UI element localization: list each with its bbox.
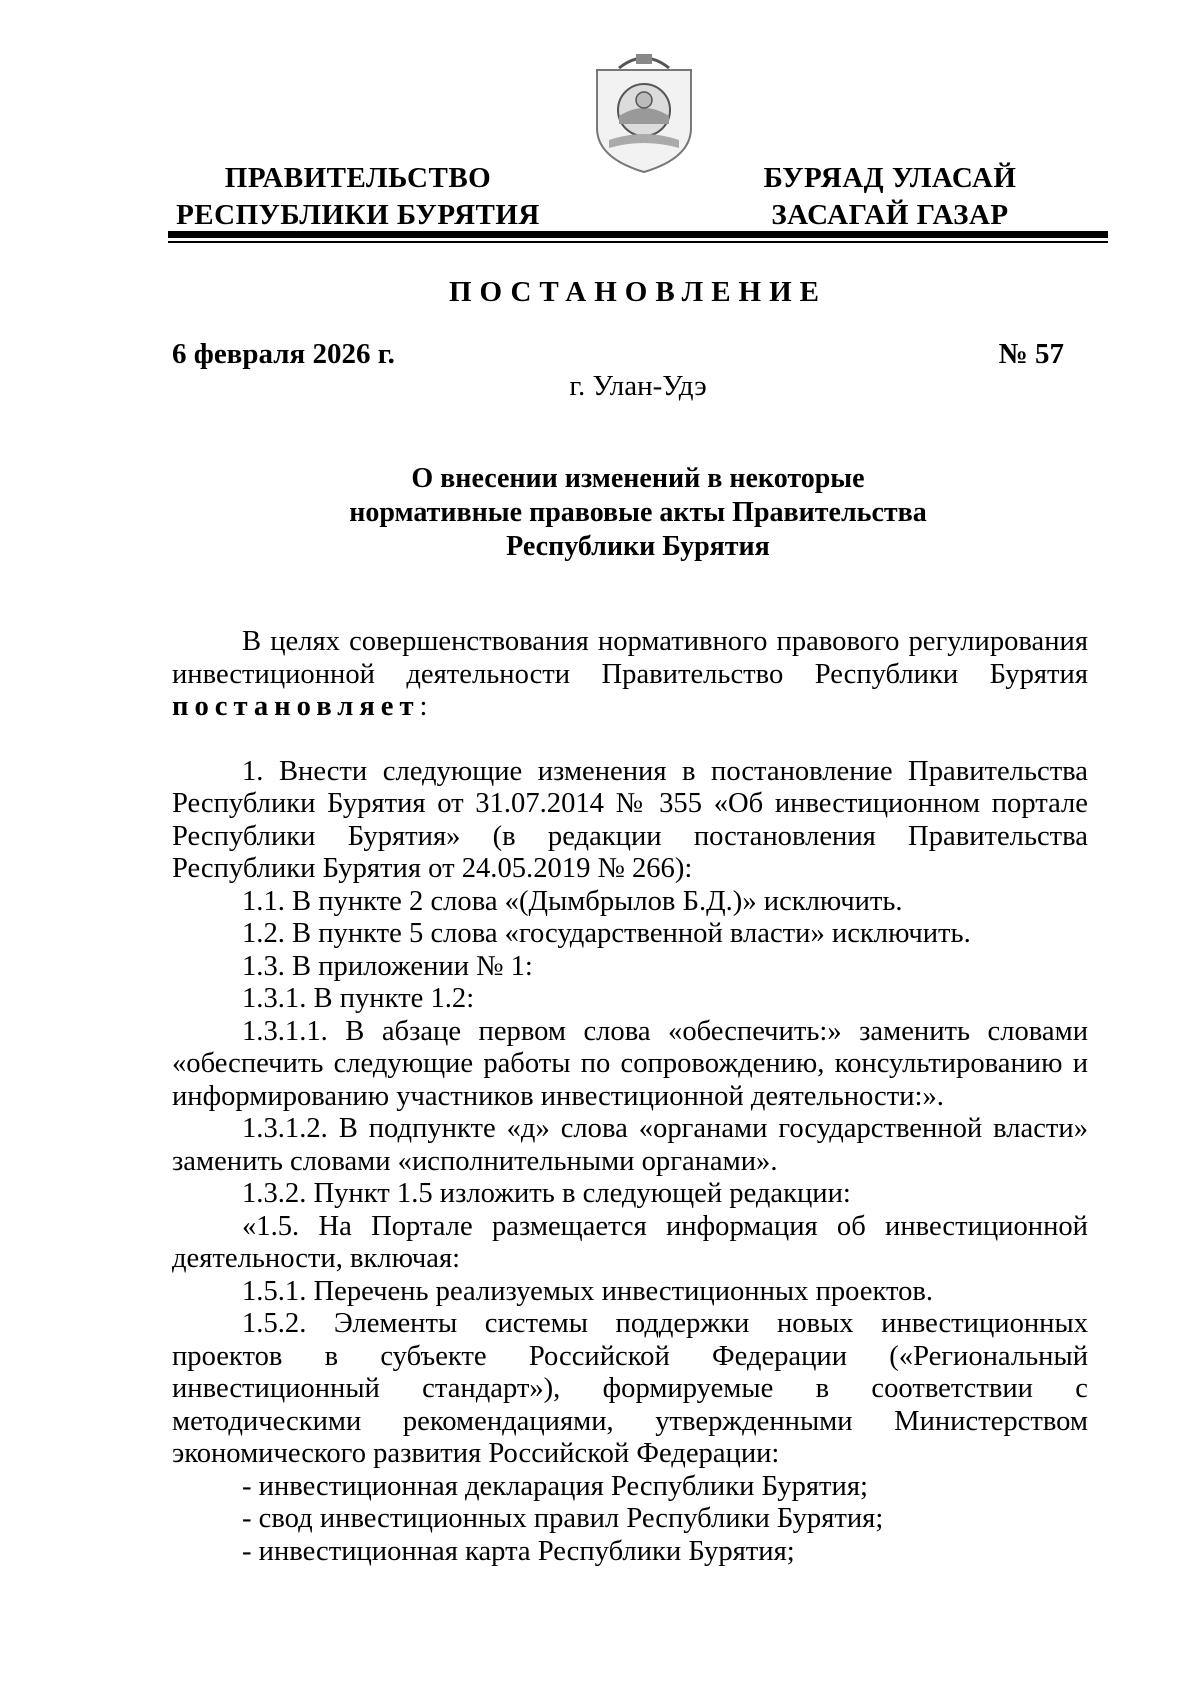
paragraph: 1.3.1.1. В абзаце первом слова «обеспечить:» заменить словами «обеспечить следующие работы по сопровождению, консультированию и информированию участников инвестиционной деятельности:».	[172, 1015, 1088, 1112]
document-type: ПОСТАНОВЛЕНИЕ	[448, 276, 827, 308]
preamble-text: В целях совершенствования нормативного правового регулирования инвестиционной деятельности Правительство Республики Бурятия	[172, 626, 1088, 690]
title-line3: Республики Бурятия	[506, 531, 770, 562]
document-number: № 57	[998, 338, 1064, 370]
document-title	[168, 462, 1108, 564]
list-item: - свод инвестиционных правил Республики Бурятия;	[242, 1503, 884, 1534]
list-item: - инвестиционная декларация Республики Бурятия;	[242, 1470, 868, 1502]
paragraph: 1. Внести следующие изменения в постановление Правительства Республики Бурятия от 31.07.2014 № 355 «Об инвестиционном портале Республики Бурятия» (в редакции постановления Правительства Республики Бурятия от 24.05.2019 № 266):	[172, 755, 1088, 884]
title-line2: нормативные правовые акты Правительства	[349, 497, 927, 528]
coat-of-arms-icon	[589, 50, 699, 176]
document-date: 6 февраля 2026 г.	[172, 338, 395, 370]
paragraph: 1.3.1.2. В подпункте «д» слова «органами государственной власти» заменить словами «исполнительными органами».	[172, 1113, 1088, 1177]
header-left-line1: ПРАВИТЕЛЬСТВО	[224, 162, 492, 194]
document-body	[172, 626, 1088, 1568]
title-line1: О внесении изменений в некоторые	[411, 463, 865, 494]
paragraph: 1.3.2. Пункт 1.5 изложить в следующей редакции:	[242, 1178, 851, 1209]
preamble-end: :	[419, 691, 428, 722]
header-left	[168, 160, 548, 234]
header-right	[740, 160, 1040, 234]
preamble-paragraph	[172, 626, 1088, 724]
preamble-emphasis: постановляет	[172, 691, 420, 722]
paragraph: 1.2. В пункте 5 слова «государственной власти» исключить.	[242, 918, 971, 949]
header-right-line2: ЗАСАГАЙ ГАЗАР	[771, 199, 1009, 231]
header-left-line2: РЕСПУБЛИКИ БУРЯТИЯ	[176, 199, 540, 231]
header-divider-thick	[168, 231, 1108, 238]
paragraph: «1.5. На Портале размещается информация об инвестиционной деятельности, включая:	[172, 1210, 1088, 1274]
list-item: - инвестиционная карта Республики Бурятия;	[242, 1535, 795, 1567]
header-right-line1: БУРЯАД УЛАСАЙ	[763, 162, 1017, 194]
paragraph: 1.3. В приложении № 1:	[242, 950, 533, 982]
header-divider-thin	[168, 241, 1108, 243]
paragraph: 1.5.1. Перечень реализуемых инвестиционных проектов.	[242, 1275, 934, 1307]
paragraph: 1.1. В пункте 2 слова «(Дымбрылов Б.Д.)» исключить.	[242, 885, 903, 917]
document-city: г. Улан-Удэ	[569, 370, 707, 402]
paragraph: 1.3.1. В пункте 1.2:	[242, 983, 475, 1014]
paragraph: 1.5.2. Элементы системы поддержки новых инвестиционных проектов в субъекте Российской Федерации («Региональный инвестиционный стандарт»), формируемые в соответствии с методическими рекомендациями, утвержденными Министерством экономического развития Российской Федерации:	[172, 1308, 1088, 1469]
